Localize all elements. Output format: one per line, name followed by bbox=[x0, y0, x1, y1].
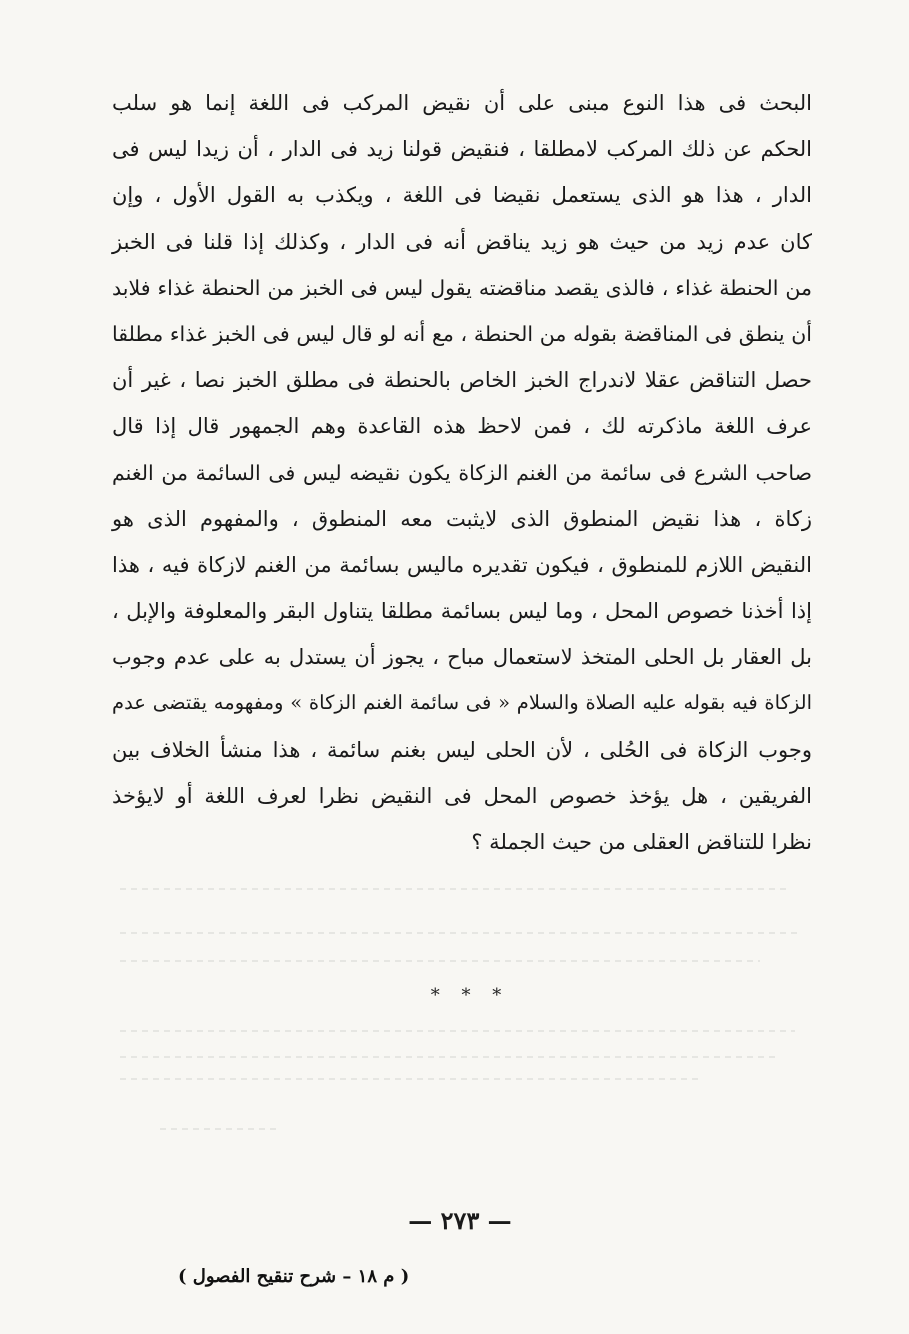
bleed-through-line bbox=[160, 1128, 280, 1130]
bleed-through-line bbox=[120, 960, 760, 962]
text-line-last: نظرا للتناقض العقلى من حيث الجملة ؟ bbox=[471, 830, 812, 854]
text-line: البحث فى هذا النوع مبنى على أن نقيض المركب فى اللغة إنما هو سلب bbox=[112, 91, 812, 115]
body-text bbox=[112, 80, 812, 865]
bleed-through-line bbox=[120, 1056, 780, 1058]
page-number: — ٢٧٣ — bbox=[408, 1206, 512, 1235]
text-line: إذا أخذنا خصوص المحل ، وما ليس بسائمة مطلقا يتناول البقر والمعلوفة والإبل ، bbox=[112, 599, 812, 624]
text-line: زكاة ، هذا نقيض المنطوق الذى لايثبت معه المنطوق ، والمفهوم الذى هو bbox=[112, 506, 812, 531]
text-line: حصل التناقض عقلا لاندراج الخبز الخاص بالحنطة فى مطلق الخبز نصا ، غير أن bbox=[112, 368, 812, 393]
text-line: الزكاة فيه بقوله عليه الصلاة والسلام « فى سائمة الغنم الزكاة » ومفهومه يقتضى عدم bbox=[112, 691, 812, 715]
text-line: بل العقار بل الحلى المتخذ لاستعمال مباح ، يجوز أن يستدل به على عدم وجوب bbox=[112, 645, 812, 670]
footer-reference: ( م ١٨ – شرح تنقيح الفصول ) bbox=[178, 1266, 410, 1287]
text-line: الدار ، هذا هو الذى يستعمل نقيضا فى اللغة ، ويكذب به القول الأول ، وإن bbox=[112, 183, 812, 208]
text-line: الفريقين ، هل يؤخذ خصوص المحل فى النقيض نظرا لعرف اللغة أو لايؤخذ bbox=[112, 783, 812, 808]
bleed-through-line bbox=[120, 888, 790, 890]
text-line: صاحب الشرع فى سائمة من الغنم الزكاة يكون نقيضه ليس فى السائمة من الغنم bbox=[112, 460, 812, 485]
text-line: الحكم عن ذلك المركب لامطلقا ، فنقيض قولنا زيد فى الدار ، أن زيدا ليس فى bbox=[112, 137, 812, 162]
bleed-through-line bbox=[120, 1030, 795, 1032]
text-line: النقيض اللازم للمنطوق ، فيكون تقديره ماليس بسائمة من الغنم لازكاة فيه ، هذا bbox=[112, 552, 812, 577]
text-line: كان عدم زيد من حيث هو زيد يناقض أنه فى الدار ، وكذلك إذا قلنا فى الخبز bbox=[112, 229, 812, 254]
section-separator: * * * bbox=[430, 985, 510, 1006]
text-line: عرف اللغة ماذكرته لك ، فمن لاحظ هذه القاعدة وهم الجمهور قال إذا قال bbox=[112, 414, 812, 439]
text-line: من الحنطة غذاء ، فالذى يقصد مناقضته يقول ليس فى الخبز من الحنطة غذاء فلابد bbox=[112, 275, 812, 300]
bleed-through-area bbox=[120, 880, 810, 1180]
text-line: أن ينطق فى المناقضة بقوله من الحنطة ، مع أنه لو قال ليس فى الخبز غذاء مطلقا bbox=[112, 321, 812, 346]
bleed-through-line bbox=[120, 932, 800, 934]
bleed-through-line bbox=[120, 1078, 700, 1080]
text-line: وجوب الزكاة فى الحُلى ، لأن الحلى ليس بغنم سائمة ، هذا منشأ الخلاف بين bbox=[112, 737, 812, 762]
